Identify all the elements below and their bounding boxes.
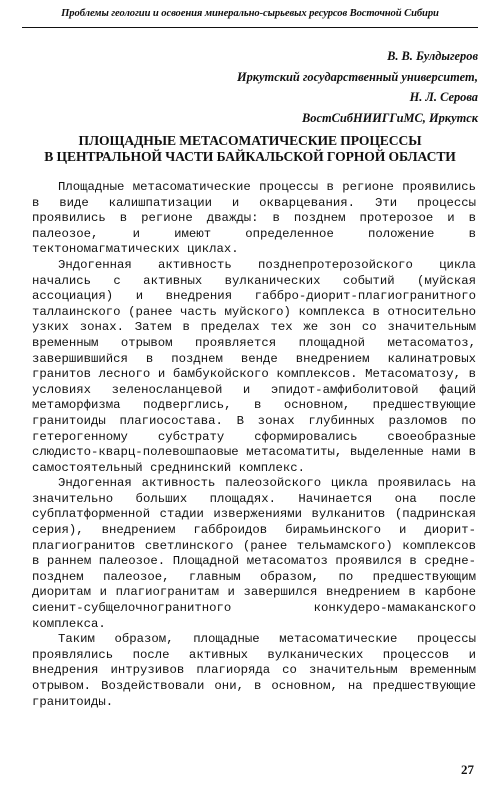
paragraph: Площадные метасоматические процессы в регионе проявились в виде калишпатизации и окварцевания. Эти процессы проявились в регионе дважды: в позднем протерозое и в палеозое, и имеют определенное положение в тектономагматических циклах. bbox=[32, 180, 476, 257]
paragraph: Эндогенная активность позднепротерозойского цикла начались с активных вулканических событий (муйская ассоциация) и внедрения габбро-диорит-плагиогранитного таллаинского (ранее часть муйского) комплекса в относительно узких зонах. Затем в пределах тех же зон со значительным временным отрывом проявляется площадной метасоматоз, завершившийся в позднем венде внедрением калинатровых гранитов лесного и бамбукойского комплексов. Метасоматозу, в условиях зеленосланцевой и эпидот-амфиболитовой фаций метаморфизма подверглись, в основном, предшествующие гранитоиды плагиосостава. В зонах глубинных разломов по гетерогенному субстрату сформировались своеобразные слюдисто-кварц-полевошпаовые метасоматиты, выделенные нами в самостоятельный среднинский комплекс. bbox=[32, 257, 476, 475]
header-rule bbox=[22, 27, 478, 28]
paragraph: Таким образом, площадные метасоматические процессы проявлялись после активных вулканических процессов и внедрения интрузивов плагиоряда со значительным временным отрывом. Воздействовали они, в основном, на предшествующие гранитоиды. bbox=[32, 632, 476, 709]
paragraph: Эндогенная активность палеозойского цикла проявилась на значительно больших площадях. Начинается она после субплатформенной стадии извержениями вулканитов (падринская серия), внедрением габброидов бирамьинского и диорит-плагиогранитов светлинского (ранее тельмамского) комплексов в раннем палеозое. Площадной метасоматоз проявился в средне-позднем палеозое, главным образом, по предшествующим диоритам и плагиогранитам и завершился внедрением в карбоне сиенит-субщелочногранитного конкудеро-мамаканского комплекса. bbox=[32, 476, 476, 631]
page-number: 27 bbox=[461, 762, 474, 777]
title-line: ПЛОЩАДНЫЕ МЕТАСОМАТИЧЕСКИЕ ПРОЦЕССЫ bbox=[78, 133, 422, 148]
author-block bbox=[58, 46, 478, 128]
author-affiliation: ВостСибНИИГГиМС, Иркутск bbox=[302, 110, 478, 125]
article-title bbox=[22, 133, 478, 165]
author-affiliation: Иркутский государственный университет, bbox=[236, 69, 478, 84]
author-name: В. В. Булдыгеров bbox=[387, 49, 478, 63]
running-header: Проблемы геологии и освоения минерально-сырьевых ресурсов Восточной Сибири bbox=[61, 8, 439, 19]
author-name: Н. Л. Серова bbox=[409, 90, 478, 104]
article-body bbox=[32, 180, 476, 710]
title-line: В ЦЕНТРАЛЬНОЙ ЧАСТИ БАЙКАЛЬСКОЙ ГОРНОЙ ОБЛАСТИ bbox=[44, 149, 456, 164]
